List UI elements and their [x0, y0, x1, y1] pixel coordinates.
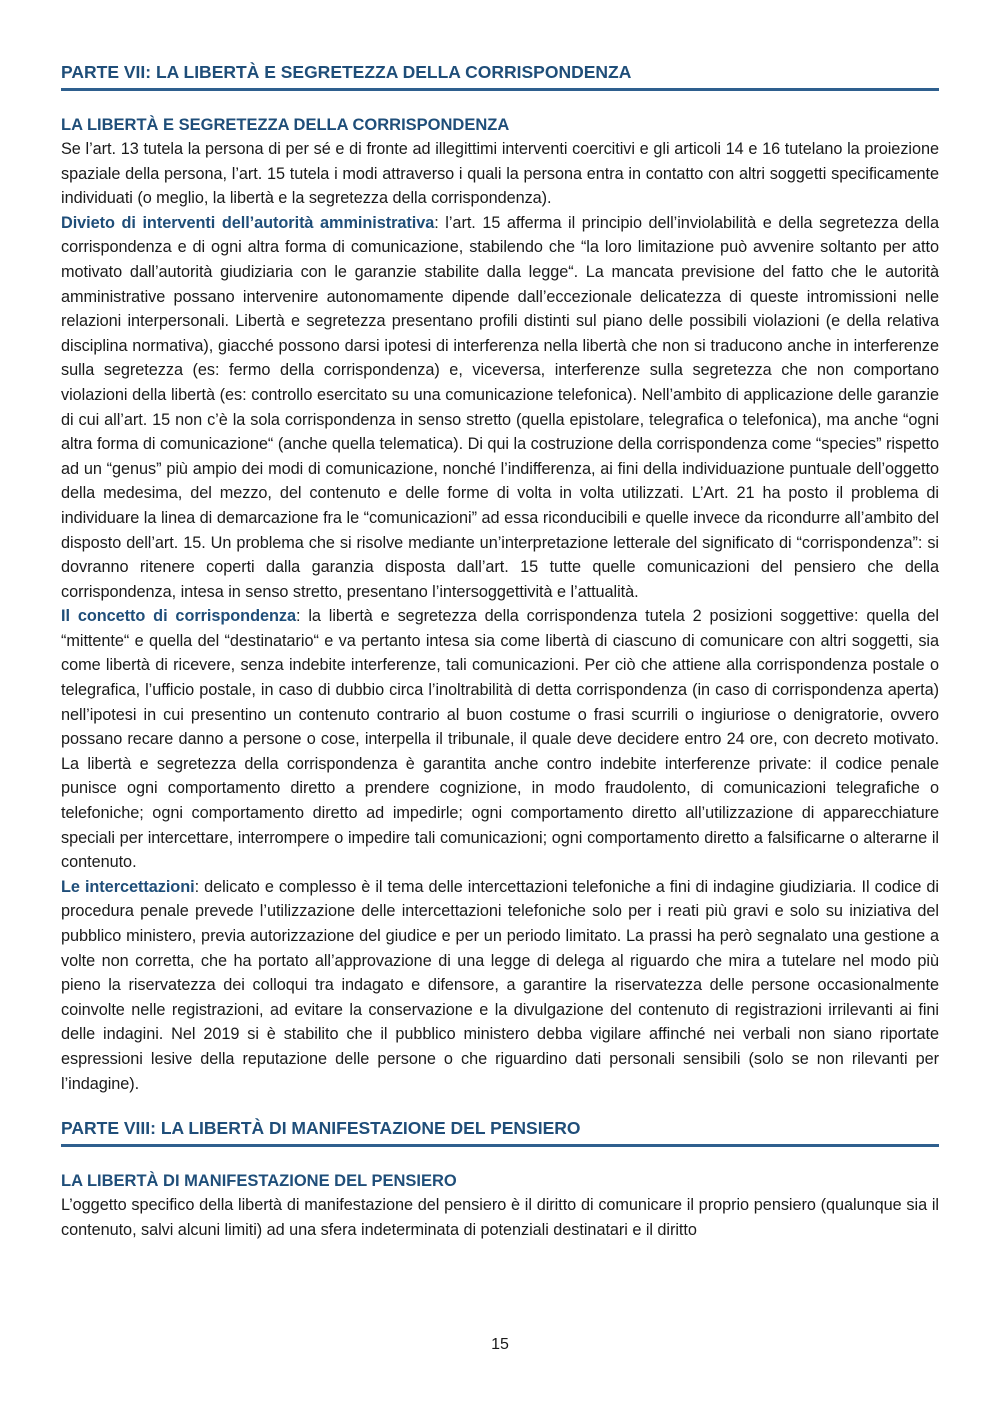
paragraph-lead: Le intercettazioni [61, 877, 195, 896]
document-page [61, 60, 939, 1242]
paragraph-lead: Il concetto di corrispondenza [61, 607, 296, 626]
intro-paragraph: L’oggetto specifico della libertà di manifestazione del pensiero è il diritto di comunicare il proprio pensiero (qualunque sia il contenuto, salvi alcuni limiti) ad una sfera indeterminata di potenziali destinatari e il diritto [61, 1196, 939, 1239]
intro-paragraph: Se l’art. 13 tutela la persona di per sé e di fronte ad illegittimi interventi coercitivi e gli articoli 14 e 16 tutelano la proiezione spaziale della persona, l’art. 15 tutela i modi attraverso i quali la persona entra in contatto con altri soggetti specificamente individuati (o meglio, la libertà e la segretezza della corrispondenza). [61, 140, 939, 208]
paragraph-lead: Divieto di interventi dell’autorità amministrativa [61, 213, 435, 232]
paragraph-intercettazioni [61, 875, 939, 1096]
page-number: 15 [491, 1336, 509, 1353]
paragraph-body: : la libertà e segretezza della corrispondenza tutela 2 posizioni soggettive: quella del “mittente“ e quella del “destinatario“ e va pertanto intesa sia come libertà di ciascuno di comunicare con altri soggetti, sia come libertà di ricevere, senza indebite interferenze, tali comunicazioni. Per ciò che attiene alla corrispondenza postale o telegrafica, l’ufficio postale, in caso di dubbio circa l’inoltrabilità di detta corrispondenza (in caso di corrispondenza aperta) nell’ipotesi in cui presentino un contenuto contrario al buon costume o frasi scurrili o ingiuriose o denigratorie, ovvero possano recare danno a persone o cose, interpella il tribunale, il quale deve decidere entro 24 ore, con decreto motivato. La libertà e segretezza della corrispondenza è garantita anche contro indebite interferenze private: il codice penale punisce ogni comportamento diretto a prendere cognizione, in modo fraudolento, di comunicazioni telegrafiche o telefoniche; ogni comportamento diretto ad impedirle; ogni comportamento diretto all’utilizzazione di apparecchiature speciali per intercettare, interrompere o impedire tali comunicazioni; ogni comportamento diretto a falsificarne o alterarne il contenuto. [61, 607, 939, 872]
paragraph-body: : l’art. 15 afferma il principio dell’inviolabilità e della segretezza della corrispondenza e di ogni altra forma di comunicazione, stabilendo che “la loro limitazione può avvenire soltanto per atto motivato dall’autorità giudiziaria con le garanzie stabilite dalla legge“. La mancata previsione del fatto che le autorità amministrative possano intervenire autonomamente dipende dall’eccezionale delicatezza di queste intromissioni nelle relazioni interpersonali. Libertà e segretezza presentano profili distinti sul piano delle possibili violazioni (e della relativa disciplina normativa), giacché possono darsi ipotesi di interferenza nella libertà che non si traducono anche in interferenze sulla segretezza (es: fermo della corrispondenza) e, viceversa, interferenze sulla segretezza che non comportano violazioni della libertà (es: controllo esercitato su una comunicazione telefonica). Nell’ambito di applicazione delle garanzie di cui all’art. 15 non c’è la sola corrispondenza in senso stretto (quella epistolare, telegrafica o telefonica), ma anche “ogni altra forma di comunicazione“ (anche quella telematica). Di qui la costruzione della corrispondenza come “species” rispetto ad un “genus” più ampio dei modi di comunicazione, nonché l’indifferenza, ai fini della individuazione puntuale dell’oggetto della medesima, del mezzo, del contenuto e delle forme di volta in volta utilizzati. L’Art. 21 ha posto il problema di individuare la linea di demarcazione fra le “comunicazioni” ad essa riconducibili e quelle invece da ricondurre all’ambito del disposto dell’art. 15. Un problema che si risolve mediante un’interpretazione letterale del significato di “corrispondenza”: si dovranno ritenere coperti dalla garanzia disposta dall’art. 15 tutte quelle comunicazioni del pensiero che della corrispondenza, intesa in senso stretto, presentano l’intersoggettività e l’attualità. [61, 213, 939, 601]
paragraph-divieto [61, 211, 939, 605]
paragraph-concetto [61, 604, 939, 875]
part-heading: PARTE VII: LA LIBERTÀ E SEGRETEZZA DELLA CORRISPONDENZA [61, 60, 939, 91]
section-heading: LA LIBERTÀ DI MANIFESTAZIONE DEL PENSIERO [61, 1172, 457, 1191]
section-heading: LA LIBERTÀ E SEGRETEZZA DELLA CORRISPONDENZA [61, 116, 510, 134]
paragraph-body: : delicato e complesso è il tema delle intercettazioni telefoniche a fini di indagine giudiziaria. Il codice di procedura penale prevede l’utilizzazione delle intercettazioni telefoniche solo per i reati più gravi e solo su iniziativa del pubblico ministero, previa autorizzazione del giudice e per un periodo limitato. La prassi ha però segnalato una gestione a volte non corretta, che ha portato all’approvazione di una legge di delega al riguardo che mira a tutelare nel modo più pieno la riservatezza dei colloqui tra indagato e difensore, a garantire la riservatezza delle persone occasionalmente coinvolte nelle registrazioni, ad evitare la conservazione e la divulgazione del contenuto di registrazioni irrilevanti ai fini delle indagini. Nel 2019 si è stabilito che il pubblico ministero debba vigilare affinché nei verbali non siano riportate espressioni lesive della reputazione delle persone o che riguardino dati personali sensibili (solo se non rilevanti per l’indagine). [61, 877, 939, 1093]
part-heading: PARTE VIII: LA LIBERTÀ DI MANIFESTAZIONE DEL PENSIERO [61, 1116, 939, 1147]
